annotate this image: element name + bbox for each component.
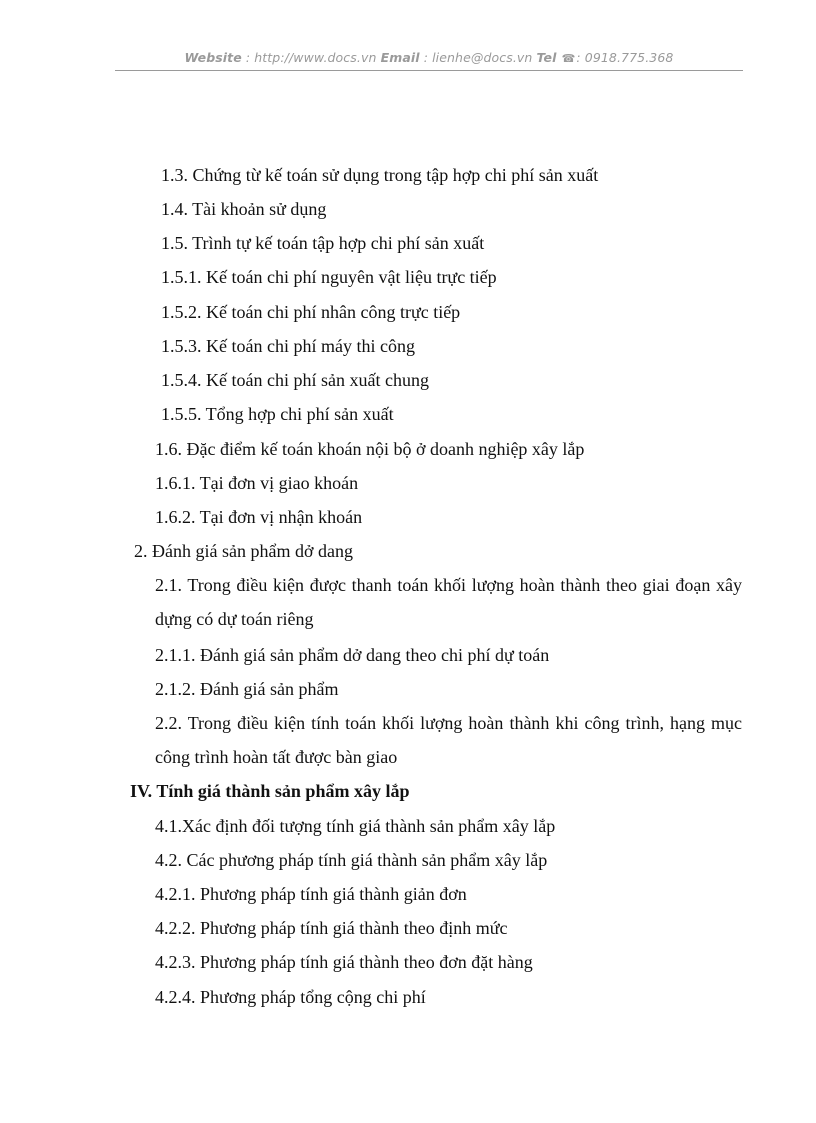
toc-item-1-5-2: 1.5.2. Kế toán chi phí nhân công trực tiếp [161, 302, 461, 322]
toc-section-iv: IV. Tính giá thành sản phẩm xây lắp [130, 781, 410, 801]
toc-item-2: 2. Đánh giá sản phẩm dở dang [134, 541, 353, 561]
toc-item-1-6-1: 1.6.1. Tại đơn vị giao khoán [155, 473, 359, 493]
toc-item-4-2-1: 4.2.1. Phương pháp tính giá thành giản đơn [155, 884, 467, 904]
website-value: : http://www.docs.vn [241, 50, 381, 65]
email-label: Email [380, 50, 420, 65]
tel-label: Tel [536, 50, 557, 65]
website-label: Website [184, 50, 242, 65]
toc-item-1-6: 1.6. Đặc điểm kế toán khoán nội bộ ở doanh nghiệp xây lắp [155, 439, 585, 459]
toc-item-2-1: 2.1. Trong điều kiện được thanh toán khối lượng hoàn thành theo giai đoạn xây dựng có dự toán riêng [155, 575, 742, 629]
header-divider [115, 70, 743, 71]
toc-item-4-1: 4.1.Xác định đối tượng tính giá thành sản phẩm xây lắp [155, 816, 556, 836]
toc-item-2-2: 2.2. Trong điều kiện tính toán khối lượng hoàn thành khi công trình, hạng mục công trình hoàn tất được bàn giao [155, 713, 742, 767]
page-header [115, 50, 743, 65]
toc-item-1-3: 1.3. Chứng từ kế toán sử dụng trong tập hợp chi phí sản xuất [161, 165, 599, 185]
phone-icon: ☎ [561, 52, 576, 65]
toc-item-1-5-3: 1.5.3. Kế toán chi phí máy thi công [161, 336, 415, 356]
toc-item-1-5-1: 1.5.1. Kế toán chi phí nguyên vật liệu trực tiếp [161, 267, 497, 287]
toc-item-1-4: 1.4. Tài khoản sử dụng [161, 199, 327, 219]
tel-value: : 0918.775.368 [576, 50, 674, 65]
toc-item-4-2-4: 4.2.4. Phương pháp tổng cộng chi phí [155, 987, 426, 1007]
toc-item-4-2-3: 4.2.3. Phương pháp tính giá thành theo đơn đặt hàng [155, 952, 533, 972]
toc-item-2-1-1: 2.1.1. Đánh giá sản phẩm dở dang theo chi phí dự toán [155, 645, 550, 665]
toc-item-2-1-2: 2.1.2. Đánh giá sản phẩm [155, 679, 339, 699]
toc-item-1-6-2: 1.6.2. Tại đơn vị nhận khoán [155, 507, 363, 527]
toc-item-1-5: 1.5. Trình tự kế toán tập hợp chi phí sản xuất [161, 233, 485, 253]
toc-item-1-5-5: 1.5.5. Tổng hợp chi phí sản xuất [161, 404, 394, 424]
toc-item-4-2: 4.2. Các phương pháp tính giá thành sản phẩm xây lắp [155, 850, 548, 870]
email-value: : lienhe@docs.vn [419, 50, 537, 65]
toc-item-1-5-4: 1.5.4. Kế toán chi phí sản xuất chung [161, 370, 429, 390]
toc-item-4-2-2: 4.2.2. Phương pháp tính giá thành theo định mức [155, 918, 508, 938]
